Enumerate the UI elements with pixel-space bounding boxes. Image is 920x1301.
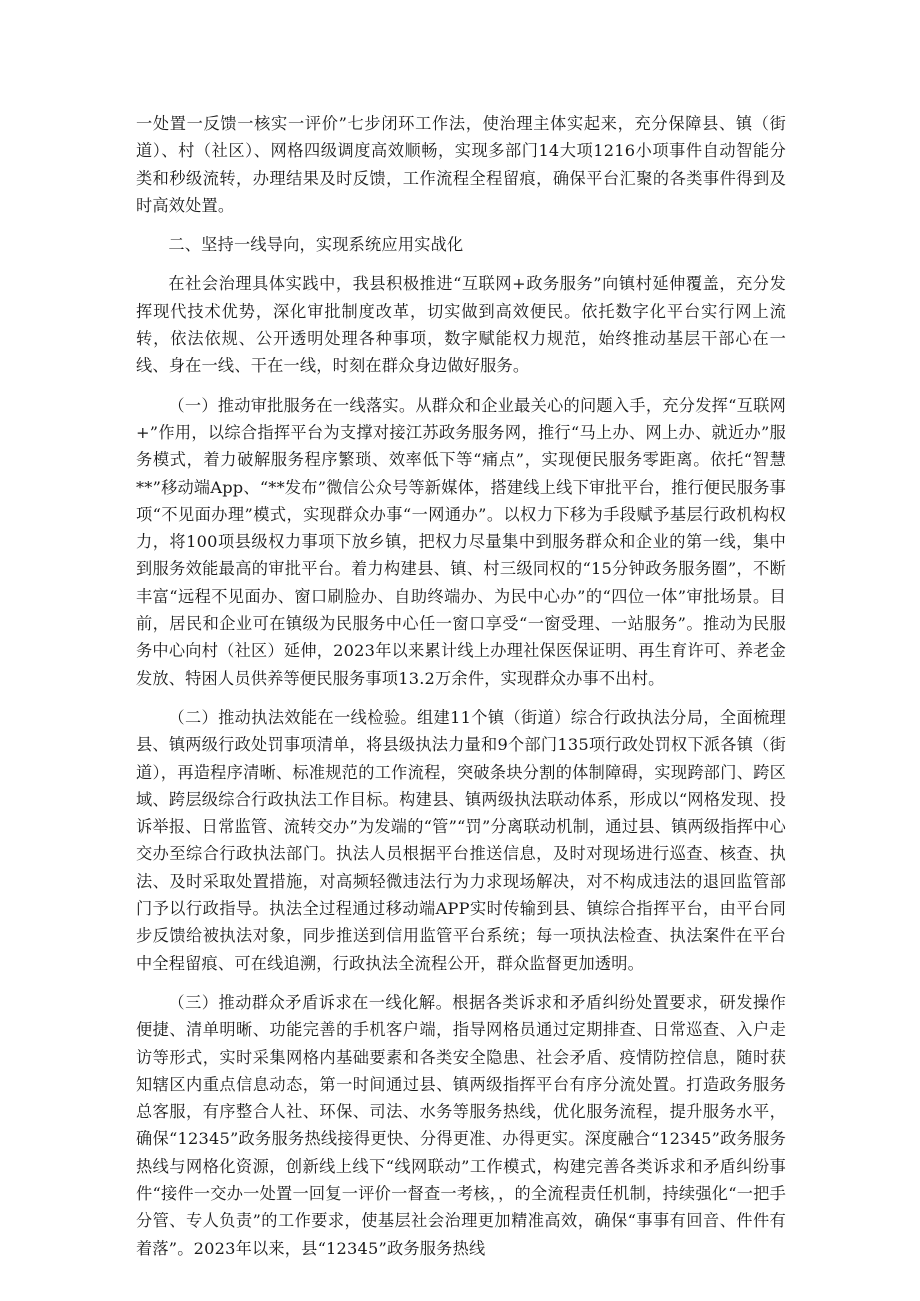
paragraph-dispute-resolution: （三）推动群众矛盾诉求在一线化解。根据各类诉求和矛盾纠纷处置要求，研发操作便捷、清单明晰、功能完善的手机客户端，指导网格员通过定期排查、日常巡查、入户走访等形式，实时采集网格内基础要素和各类安全隐患、社会矛盾、疫情防控信息，随时获知辖区内重点信息动态，第一时间通过县、镇两级指挥平台有序分流处置。打造政务服务总客服，有序整合人社、环保、司法、水务等服务热线，优化服务流程，提升服务水平，确保“12345”政务服务热线接得更快、分得更准、办得更实。深度融合“12345”政务服务热线与网格化资源，创新线上线下“线网联动”工作模式，构建完善各类诉求和矛盾纠纷事件“接件一交办一处置一回复一评价一督查一考核，，的全流程责任机制，持续强化“一把手分管、专人负责”的工作要求，使基层社会治理更加精准高效，确保“事事有回音、件件有着落”。2023年以来，县“12345”政务服务热线 [136, 992, 786, 1258]
section-heading-2: 二、坚持一线导向，实现系统应用实战化 [168, 235, 464, 255]
paragraph-approval-services: （一）推动审批服务在一线落实。从群众和企业最关心的问题入手，充分发挥“互联网+”作用，以综合指挥平台为支撑对接江苏政务服务网，推行“马上办、网上办、就近办”服务模式，着力破解服务程序繁琐、效率低下等“痛点”，实现便民服务零距离。依托“智慧**”移动端App、“**发布”微信公众号等新媒体，搭建线上线下审批平台，推行便民服务事项“不见面办理”模式，实现群众办事“一网通办”。以权力下移为手段赋予基层行政机构权力，将100项县级权力事项下放乡镇，把权力尽量集中到服务群众和企业的第一线，集中到服务效能最高的审批平台。着力构建县、镇、村三级同权的“15分钟政务服务圈”，不断丰富“远程不见面办、窗口刷脸办、自助终端办、为民中心办”的“四位一体”审批场景。目前，居民和企业可在镇级为民服务中心任一窗口享受“一窗受理、一站服务”。推动为民服务中心向村（社区）延伸，2023年以来累计线上办理社保医保证明、再生育许可、养老金发放、特困人员供养等便民服务事项13.2万余件，实现群众办事不出村。 [136, 395, 786, 688]
paragraph-law-enforcement: （二）推动执法效能在一线检验。组建11个镇（街道）综合行政执法分局，全面梳理县、镇两级行政处罚事项清单，将县级执法力量和9个部门135项行政处罚权下派各镇（街道），再造程序清晰、标准规范的工作流程，突破条块分割的体制障碍，实现跨部门、跨区域、跨层级综合行政执法工作目标。构建县、镇两级执法联动体系，形成以“网格发现、投诉举报、日常监管、流转交办”为发端的“管”“罚”分离联动机制，通过县、镇两级指挥中心交办至综合行政执法部门。执法人员根据平台推送信息，及时对现场进行巡查、核查、执法、及时采取处置措施，对高频轻微违法行为力求现场解决，对不构成违法的退回监管部门予以行政指导。执法全过程通过移动端APP实时传输到县、镇综合指挥平台，由平台同步反馈给被执法对象，同步推送到信用监管平台系统；每一项执法检查、执法案件在平台中全程留痕、可在线追溯，行政执法全流程公开，群众监督更加透明。 [136, 707, 786, 973]
paragraph-intro: 在社会治理具体实践中，我县积极推进“互联网+政务服务”向镇村延伸覆盖，充分发挥现代技术优势，深化审批制度改革，切实做到高效便民。依托数字化平台实行网上流转，依法依规、公开透明处理各种事项，数字赋能权力规范，始终推动基层干部心在一线、身在一线、干在一线，时刻在群众身边做好服务。 [136, 274, 786, 376]
document-page [136, 110, 786, 1274]
paragraph-continuation: 一处置一反馈一核实一评价”七步闭环工作法，使治理主体实起来，充分保障县、镇（街道）、村（社区）、网格四级调度高效顺畅，实现多部门14大项1216小项事件自动智能分类和秒级流转，办理结果及时反馈，工作流程全程留痕，确保平台汇聚的各类事件得到及时高效处置。 [136, 114, 786, 215]
